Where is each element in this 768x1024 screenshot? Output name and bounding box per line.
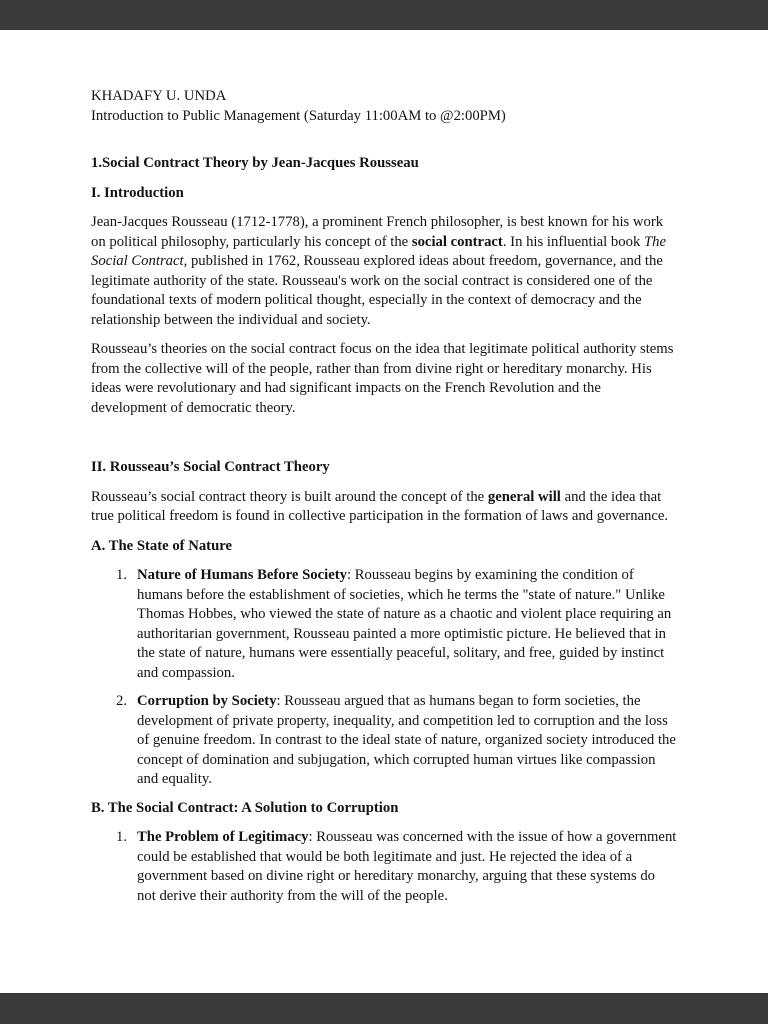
text-segment: , published in 1762, Rousseau explored ideas about freedom, governance, and the legitimate authority of the state. Rousseau's work on the social contract is considered one of the foundational texts of modern political thought, especially in the context of democracy and the relationship between the individual and society. [91, 253, 663, 328]
list-item-text [137, 692, 677, 790]
document-content [0, 30, 768, 906]
text-segment: social contract [411, 233, 503, 250]
section-heading [91, 537, 677, 557]
course-line: Introduction to Public Management (Saturday 11:00AM to @2:00PM) [91, 107, 506, 124]
text-segment: A. The State of Nature [91, 537, 233, 554]
text-segment: . In his influential book [502, 233, 644, 250]
list-marker: 1. [116, 567, 128, 583]
numbered-list-item [91, 828, 677, 906]
section-heading [91, 184, 677, 204]
paragraph [91, 488, 677, 527]
author-line: KHADAFY U. UNDA [91, 88, 227, 104]
document-page [0, 30, 768, 993]
text-segment: : Rousseau was concerned with the issue of how a government could be established that would be both legitimate and just. He rejected the idea of a government based on divine right or hereditary monarchy, arguing that these systems do not derive their authority from the will of the people. [137, 829, 677, 904]
section-heading [91, 458, 677, 478]
text-segment: I. Introduction [91, 184, 184, 201]
list-marker: 2. [116, 693, 128, 709]
text-segment: Corruption by Society [137, 693, 277, 709]
text-segment: : Rousseau argued that as humans began to form societies, the development of private property, inequality, and competition led to corruption and the loss of genuine freedom. In contrast to the ideal state of nature, organized society introduced the concept of domination and subjugation, which corrupted human virtues like compassion and equality. [137, 693, 676, 787]
text-segment: general will [487, 488, 561, 505]
numbered-list-item [91, 692, 677, 790]
text-segment: Nature of Humans Before Society [137, 567, 347, 583]
text-segment: : Rousseau begins by examining the condition of humans before the establishment of societies, which he terms the "state of nature." Unlike Thomas Hobbes, who viewed the state of nature as a chaotic and violent place requiring an authoritarian government, Rousseau painted a more optimistic picture. He believed that in the state of nature, humans were essentially peaceful, solitary, and free, guided by instinct and compassion. [137, 567, 672, 681]
paragraph [91, 340, 677, 418]
section-heading [91, 154, 677, 174]
list-item-text [137, 828, 677, 906]
text-segment: Rousseau’s theories on the social contract focus on the idea that legitimate political authority stems from the collective will of the people, rather than from divine right or hereditary monarchy. His ideas were revolutionary and had significant impacts on the French Revolution and the development of democratic theory. [91, 341, 674, 416]
paragraph [91, 213, 677, 330]
text-segment: II. Rousseau’s Social Contract Theory [91, 459, 330, 475]
text-segment: The Social Contract [91, 233, 667, 269]
text-segment: and the idea that true political freedom is found in collective participation in the formation of laws and governance. [91, 488, 669, 524]
text-segment: 1.Social Contract Theory by Jean-Jacques Rousseau [91, 155, 419, 171]
section-heading [91, 799, 677, 819]
list-marker: 1. [116, 829, 128, 845]
text-segment: B. The Social Contract: A Solution to Corruption [91, 799, 399, 816]
text-segment: Rousseau’s social contract theory is built around the concept of the [91, 488, 488, 505]
text-segment: The Problem of Legitimacy [137, 829, 309, 845]
list-item-text [137, 566, 677, 683]
text-segment: Jean-Jacques Rousseau (1712-1778), a prominent French philosopher, is best known for his work on political philosophy, particularly his concept of the [91, 214, 664, 250]
numbered-list-item [91, 566, 677, 683]
blank-line-spacer [91, 428, 677, 458]
document-body [91, 126, 677, 906]
blank-line-spacer [91, 126, 677, 154]
